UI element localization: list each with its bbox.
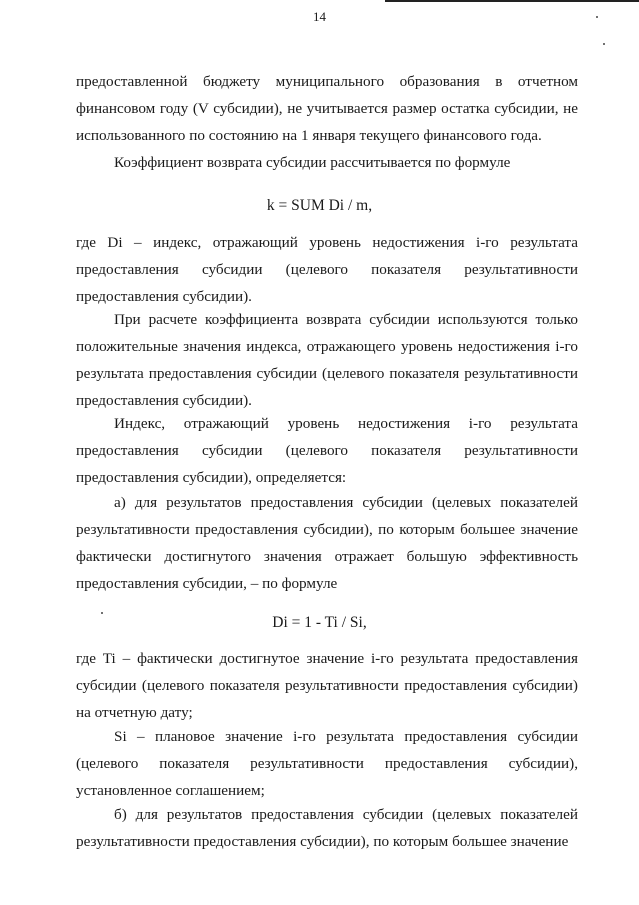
paragraph-item-b: б) для результатов предоставления субсидии (целевых показателей результативности предоставления субсидии), по которым большее значение	[76, 806, 578, 850]
paragraph-positive-values: При расчете коэффициента возврата субсидии используются только положительные значения индекса, отражающего уровень недостижения i-го результата предоставления субсидии (целевого показателя результативности предоставления субсидии).	[76, 311, 578, 409]
formula-k: k = SUM Di / m,	[266, 197, 373, 214]
paragraph-continuation: предоставленной бюджету муниципального образования в отчетном финансовом году (V субсидии), не учитывается размер остатка субсидии, не использованного по состоянию на 1 января текущего финансового года.	[76, 73, 578, 144]
paragraph-si-definition: Si – плановое значение i-го результата предоставления субсидии (целевого показателя результативности предоставления субсидии), установленное соглашением;	[76, 728, 578, 799]
top-edge-rule	[385, 0, 639, 2]
paragraph-di-definition: где Di – индекс, отражающий уровень недостижения i-го результата предоставления субсидии (целевого показателя результативности предоставления субсидии).	[76, 234, 578, 305]
scan-speck	[603, 43, 605, 45]
formula-di: Di = 1 - Ti / Si,	[272, 614, 367, 631]
paragraph-ti-definition: где Ti – фактически достигнутое значение i-го результата предоставления субсидии (целевого показателя результативности предоставления субсидии) на отчетную дату;	[76, 650, 578, 721]
paragraph-coefficient-intro: Коэффициент возврата субсидии рассчитывается по формуле	[114, 154, 511, 171]
paragraph-index-determination: Индекс, отражающий уровень недостижения i-го результата предоставления субсидии (целевого показателя результативности предоставления субсидии), определяется:	[76, 415, 578, 486]
page-number: 14	[313, 9, 326, 24]
paragraph-item-a: а) для результатов предоставления субсидии (целевых показателей результативности предоставления субсидии), по которым большее значение фактически достигнутого значения отражает большую эффективность предоставления субсидии, – по формуле	[76, 494, 578, 592]
